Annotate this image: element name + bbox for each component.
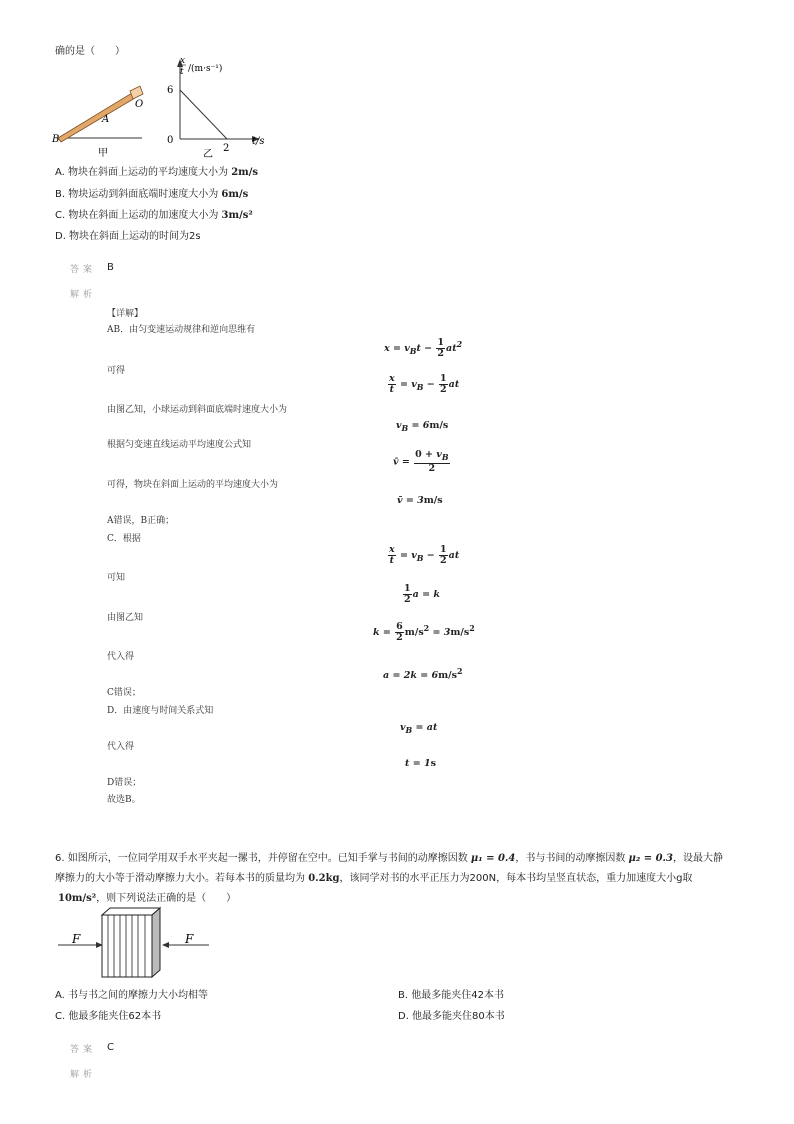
formula-vbar-value: v̄ = 3m/s	[397, 495, 443, 506]
q6-option-b[interactable]: B. 他最多能夹住42本书	[398, 990, 504, 1001]
q6-option-d[interactable]: D. 他最多能夹住80本书	[398, 1011, 505, 1022]
solution-line: D．由速度与时间关系式知	[107, 706, 214, 716]
formula-average-velocity: v̄ = $\frac{0 + v_B}{2}$	[393, 449, 449, 474]
q6-option-a[interactable]: A. 书与书之间的摩擦力大小均相等	[55, 990, 209, 1001]
solution-line: C．根据	[107, 534, 141, 544]
graph-line	[180, 90, 227, 139]
formula-a: $a = 2k = 6m/s^2$	[383, 667, 463, 682]
formula-x-over-t-2: $\frac{x}{t}$ = $v_B$ − $\frac{1}{2}$ at	[389, 544, 460, 566]
caption-jia: 甲	[98, 148, 108, 159]
solution-line: AB．由匀变速运动规律和逆向思维有	[107, 325, 256, 335]
xlabel: t/s	[252, 136, 265, 147]
ylabel-den: t	[180, 67, 184, 77]
solution-line: A错误，B正确；	[107, 516, 175, 526]
answer-label: 答案	[70, 265, 97, 275]
analysis-label: 解析	[70, 290, 97, 300]
ylabel-num: x	[180, 56, 186, 66]
formula-vb: $v_B = 6m/s$	[396, 420, 449, 433]
option-b[interactable]: B. 物块运动到斜面底端时速度大小为 6m/s	[55, 189, 249, 200]
solution-line: 代入得	[107, 742, 135, 752]
figure-jia-incline	[50, 82, 150, 160]
q6-stem-line3: 10m/s²，则下列说法正确的是（ ）	[58, 893, 237, 904]
solution-line: 由图乙知，小球运动到斜面底端时速度大小为	[107, 405, 288, 415]
label-A: A	[102, 114, 110, 125]
tick-2: 2	[223, 143, 230, 154]
solution-line: C错误；	[107, 688, 141, 698]
book-stack-front	[102, 915, 152, 977]
book-stack-side	[152, 908, 160, 977]
figure-books	[55, 905, 215, 980]
block	[130, 86, 143, 99]
q6-analysis-label: 解析	[70, 1070, 97, 1080]
ylabel-unit: /(m·s⁻¹)	[188, 64, 223, 74]
solution-line: 可知	[107, 573, 126, 583]
solution-line: 可得，物块在斜面上运动的平均速度大小为	[107, 480, 279, 490]
q6-answer-label: 答案	[70, 1045, 97, 1055]
incline-plank	[58, 93, 135, 142]
book-stack-top	[102, 908, 160, 915]
label-O: O	[135, 99, 144, 110]
solution-line: 故选B。	[107, 795, 141, 805]
q6-answer-value: C	[107, 1042, 114, 1053]
solution-heading: 【详解】	[107, 309, 144, 319]
tick-0: 0	[167, 135, 174, 146]
q6-stem-line1: 6. 如图所示，一位同学用双手水平夹起一摞书，并停留在空中。已知手掌与书间的动摩擦因数 μ₁ = 0.4，书与书间的动摩擦因数 μ₂ = 0.3，设最大静	[55, 853, 723, 864]
formula-t: t = 1s	[405, 758, 436, 769]
answer-value: B	[107, 262, 114, 273]
solution-line: 可得	[107, 366, 126, 376]
formula-x-over-t: $\frac{x}{t}$ = $v_B$ − $\frac{1}{2}$ at	[389, 373, 460, 395]
q6-option-c[interactable]: C. 他最多能夹住62本书	[55, 1011, 162, 1022]
tick-6: 6	[167, 85, 174, 96]
question-intro: 确的是（ ）	[55, 46, 125, 57]
solution-line: 由图乙知	[107, 613, 144, 623]
q6-stem-line2: 摩擦力的大小等于滑动摩擦力大小。若每本书的质量均为 0.2kg，该同学对书的水平正压力为200N，每本书均呈竖直状态，重力加速度大小g取	[55, 873, 693, 884]
force-label-right: F	[185, 932, 194, 946]
solution-line: 代入得	[107, 652, 135, 662]
solution-line: D错误；	[107, 778, 142, 788]
formula-vb-at: $v_B$ = at	[400, 722, 438, 735]
caption-yi: 乙	[203, 149, 213, 160]
solution-line: 根据匀变速直线运动平均速度公式知	[107, 440, 252, 450]
label-B: B	[52, 134, 60, 145]
formula-k: k = $\frac{6}{2}$ $m/s^2 = 3m/s^2$	[373, 621, 475, 643]
force-label-left: F	[72, 932, 81, 946]
option-a[interactable]: A. 物块在斜面上运动的平均速度大小为 2m/s	[55, 167, 259, 178]
formula-displacement: $x = v_Bt$ − $\frac{1}{2}$ $at^2$	[384, 337, 463, 359]
figure-yi-graph	[160, 55, 285, 165]
option-c[interactable]: C. 物块在斜面上运动的加速度大小为 3m/s²	[55, 210, 253, 221]
formula-half-a: $\frac{1}{2}$ a = k	[404, 583, 440, 605]
option-d[interactable]: D. 物块在斜面上运动的时间为2s	[55, 231, 201, 242]
